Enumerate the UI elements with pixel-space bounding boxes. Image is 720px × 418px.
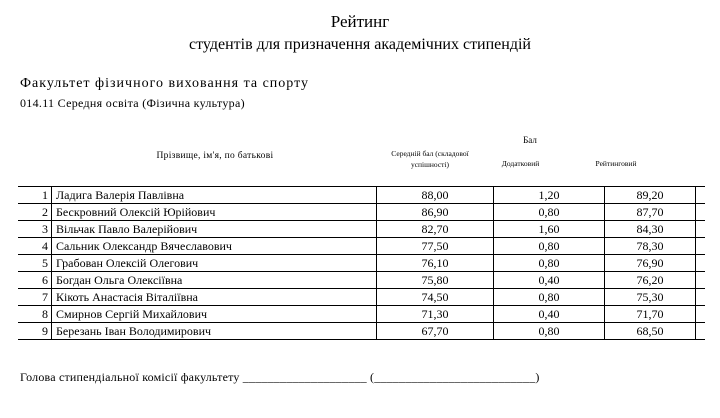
table-row [18,289,705,306]
row-number: 4 [18,238,52,255]
column-header-additional: Додатковий [501,159,540,168]
additional-score: 0,80 [494,323,605,340]
average-score: 88,00 [377,187,494,204]
table-row [18,306,705,323]
table-row [18,323,705,340]
table-edge-cell [696,204,706,221]
table-row [18,187,705,204]
rating-table-body [18,187,705,340]
rating-score: 71,70 [605,306,696,323]
additional-score: 0,80 [494,238,605,255]
average-score: 77,50 [377,238,494,255]
column-header-average: Середній бал (складової успішності) [391,149,469,169]
column-header-rating: Рейтинговий [595,159,637,168]
page-title: Рейтинг [330,12,390,31]
rating-score: 75,30 [605,289,696,306]
rating-score: 76,90 [605,255,696,272]
average-score: 74,50 [377,289,494,306]
average-score: 75,80 [377,272,494,289]
additional-score: 0,80 [494,204,605,221]
table-edge-cell [696,221,706,238]
table-edge-cell [696,289,706,306]
average-score: 71,30 [377,306,494,323]
rating-score: 89,20 [605,187,696,204]
additional-score: 1,20 [494,187,605,204]
table-edge-cell [696,238,706,255]
table-row [18,272,705,289]
student-name: Березань Іван Володимирович [52,323,377,340]
table-edge-cell [696,187,706,204]
average-score: 86,90 [377,204,494,221]
student-name: Кікоть Анастасія Віталіївна [52,289,377,306]
rating-table [18,186,705,340]
average-score: 82,70 [377,221,494,238]
rating-score: 78,30 [605,238,696,255]
additional-score: 0,40 [494,306,605,323]
table-row [18,204,705,221]
additional-score: 0,80 [494,289,605,306]
average-score: 67,70 [377,323,494,340]
table-edge-cell [696,306,706,323]
table-edge-cell [696,272,706,289]
student-name: Вільчак Павло Валерійович [52,221,377,238]
table-row [18,238,705,255]
row-number: 8 [18,306,52,323]
program-name: 014.11 Середня освіта (Фізична культура) [20,96,245,110]
rating-score: 76,20 [605,272,696,289]
signature-line: Голова стипендіальної комісії факультету ____________________ (__________________________) [20,370,540,384]
row-number: 1 [18,187,52,204]
average-score: 76,10 [377,255,494,272]
page-subtitle: студентів для призначення академічних стипендій [188,36,531,53]
student-name: Бескровний Олексій Юрійович [52,204,377,221]
additional-score: 0,40 [494,272,605,289]
rating-score: 87,70 [605,204,696,221]
table-row [18,221,705,238]
column-header-name: Прізвище, ім'я, по батькові [156,151,274,161]
student-name: Ладига Валерія Павлівна [52,187,377,204]
table-edge-cell [696,323,706,340]
row-number: 5 [18,255,52,272]
table-row [18,255,705,272]
row-number: 2 [18,204,52,221]
student-name: Богдан Ольга Олексіївна [52,272,377,289]
rating-score: 68,50 [605,323,696,340]
faculty-name: Факультет фізичного виховання та спорту [20,76,310,91]
additional-score: 1,60 [494,221,605,238]
additional-score: 0,80 [494,255,605,272]
table-edge-cell [696,255,706,272]
row-number: 3 [18,221,52,238]
student-name: Грабован Олексій Олегович [52,255,377,272]
student-name: Смирнов Сергій Михайлович [52,306,377,323]
row-number: 6 [18,272,52,289]
column-header-bal: Бал [523,135,537,145]
row-number: 9 [18,323,52,340]
student-name: Сальник Олександр Вячеславович [52,238,377,255]
rating-score: 84,30 [605,221,696,238]
row-number: 7 [18,289,52,306]
